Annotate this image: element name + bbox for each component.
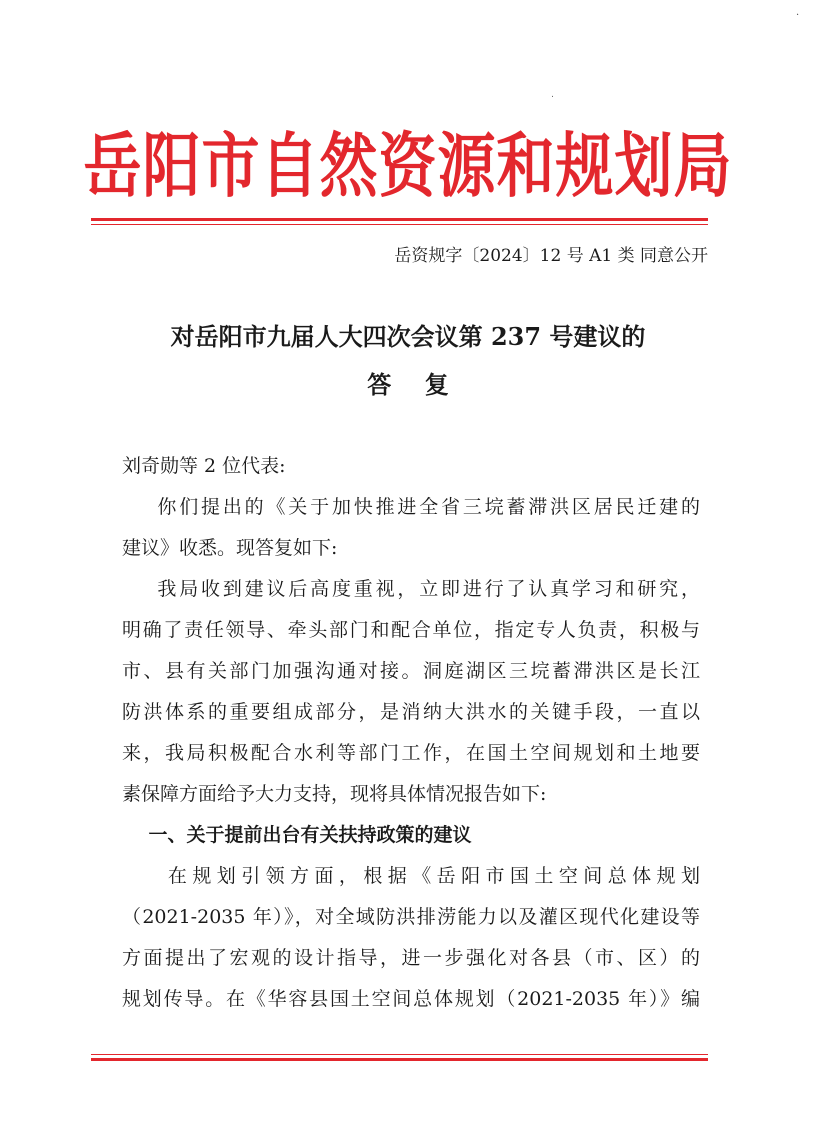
footer-rule-top [91,1054,708,1055]
body-line: 市、县有关部门加强沟通对接。洞庭湖区三垸蓄滞洪区是长江 [122,660,700,682]
margin-mark: · [796,10,800,21]
body-line: 你们提出的《关于加快推进全省三垸蓄滞洪区居民迁建的 [122,496,700,518]
body-line: 建议》收悉。现答复如下: [122,537,338,559]
body-line: 防洪体系的重要组成部分，是消纳大洪水的关键手段，一直以 [122,701,700,723]
body-line: 规划传导。在《华容县国土空间总体规划（2021-2035 年）》编 [122,988,700,1010]
body-line: 素保障方面给予大力支持，现将具体情况报告如下: [122,783,547,805]
margin-mark: ᐧ [551,92,554,103]
subject-line-1: 对岳阳市九届人大四次会议第 237 号建议的 [170,322,646,351]
footer-rule-bottom [91,1058,708,1061]
section-heading: 一、关于提前出台有关扶持政策的建议 [122,824,472,846]
header-rule-bottom [91,224,708,225]
body-line: 我局收到建议后高度重视，立即进行了认真学习和研究， [122,578,700,600]
body-line: 来，我局积极配合水利等部门工作，在国土空间规划和土地要 [122,742,700,764]
body-line: 方面提出了宏观的设计指导，进一步强化对各县（市、区）的 [122,947,700,969]
body-line: 明确了责任领导、牵头部门和配合单位，指定专人负责，积极与 [122,619,700,641]
body-line: 在规划引领方面，根据《岳阳市国土空间总体规划 [122,865,700,887]
header-rule-top [91,218,708,221]
subject-line-2: 答 复 [367,370,449,399]
agency-title: 岳阳市自然资源和规划局 [83,125,733,207]
document-number: 岳资规字〔2024〕12 号 A1 类 同意公开 [394,246,708,266]
body-line: （2021-2035 年）》，对全域防洪排涝能力以及灌区现代化建设等 [122,906,700,928]
salutation: 刘奇勋等 2 位代表: [122,455,286,477]
